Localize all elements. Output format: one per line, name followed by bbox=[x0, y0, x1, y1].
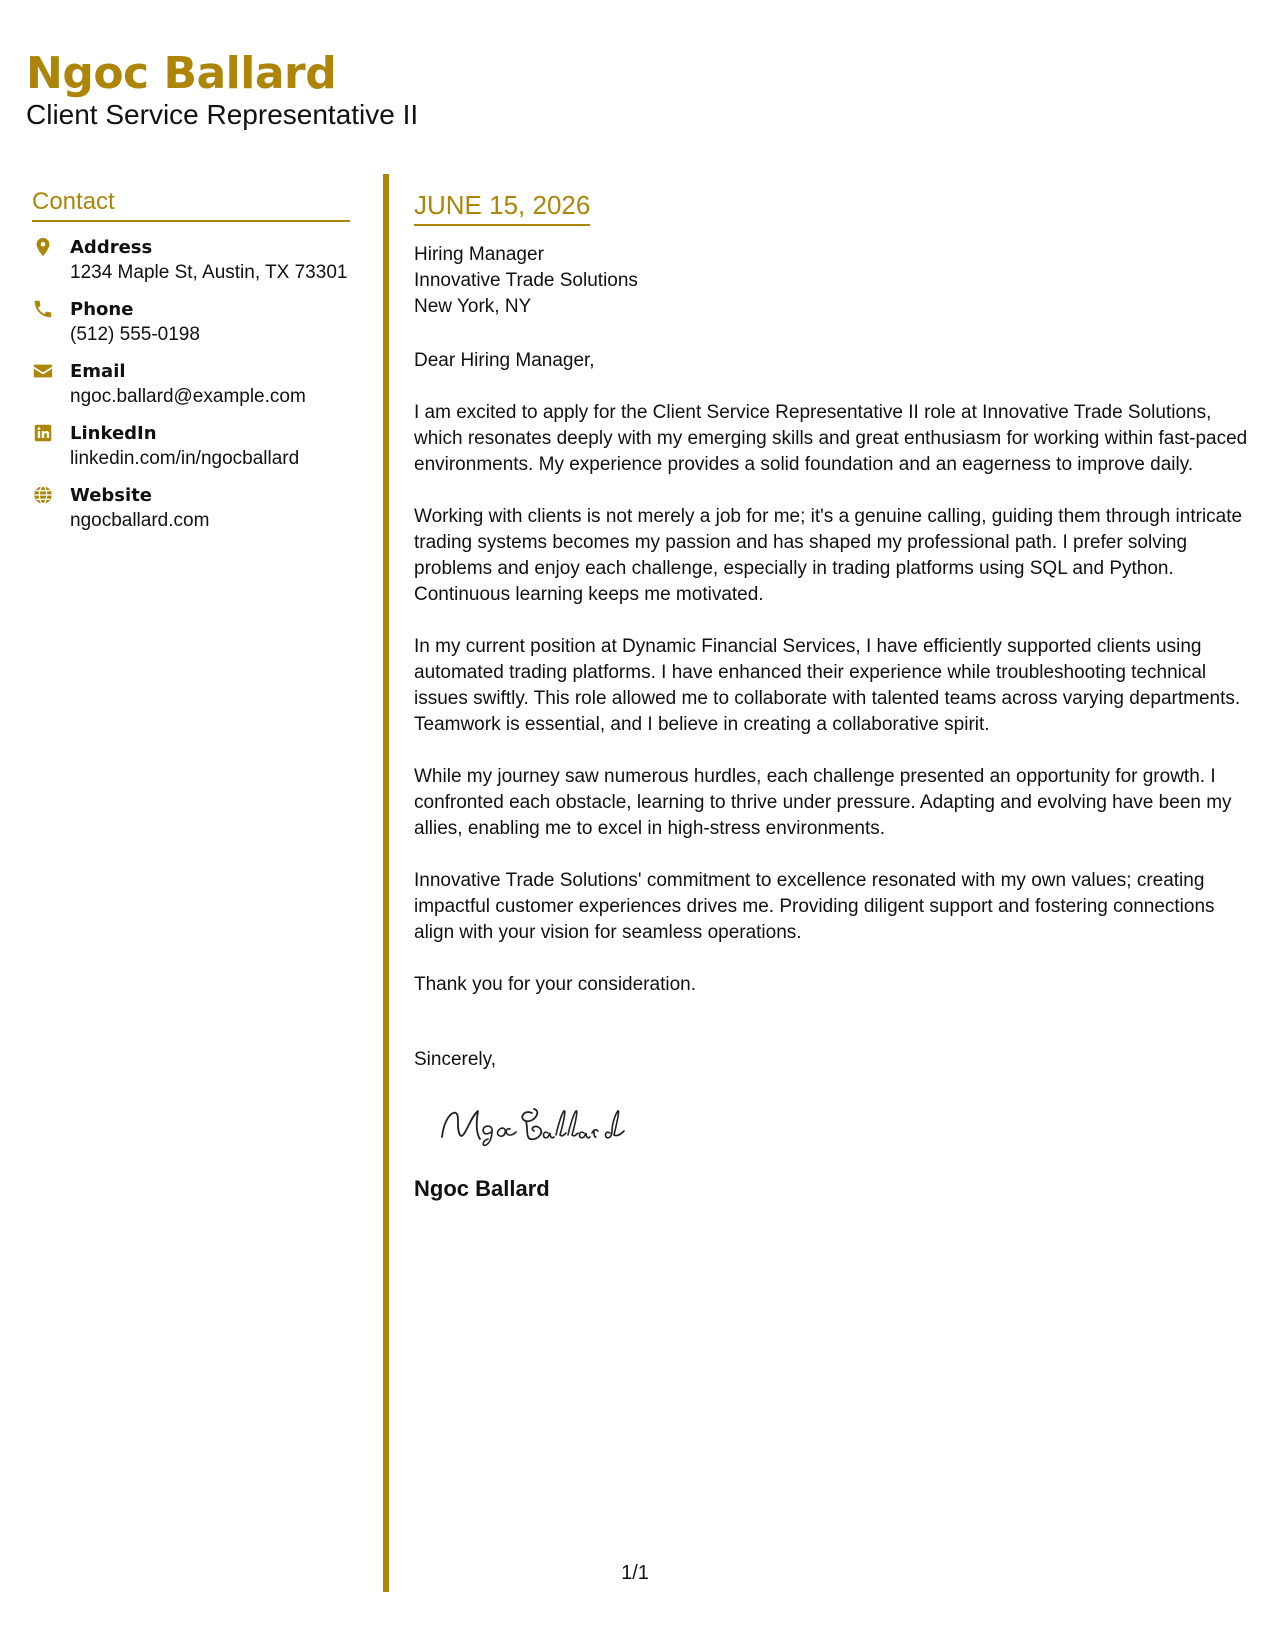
contact-item-linkedin bbox=[32, 422, 350, 471]
phone-icon bbox=[32, 298, 54, 320]
salutation: Dear Hiring Manager, bbox=[414, 350, 595, 371]
letter-date: JUNE 15, 2026 bbox=[414, 189, 590, 226]
contact-label: LinkedIn bbox=[70, 423, 157, 444]
page-number: 1/1 bbox=[621, 1562, 649, 1584]
recipient-block bbox=[414, 242, 1249, 320]
recipient-line: Hiring Manager bbox=[414, 244, 544, 265]
handwritten-signature bbox=[434, 1099, 654, 1151]
closing: Sincerely, bbox=[414, 1049, 497, 1070]
recipient-line: Innovative Trade Solutions bbox=[414, 270, 638, 291]
linkedin-value: linkedin.com/in/ngocballard bbox=[70, 448, 300, 469]
contact-label: Website bbox=[70, 485, 153, 506]
recipient-line: New York, NY bbox=[414, 296, 532, 317]
contact-item-email bbox=[32, 360, 350, 409]
envelope-icon bbox=[32, 360, 54, 382]
body-paragraph: While my journey saw numerous hurdles, each challenge presented an opportunity for growth. I confronted each obstacle, learning to thrive under pressure. Adapting and evolving have been my allies, enabling me to excel in high-stress environments. bbox=[414, 766, 1232, 839]
body-paragraph: I am excited to apply for the Client Service Representative II role at Innovative Trade Solutions, which resonates deeply with my emerging skills and great enthusiasm for working within fast-paced environments. My experience provides a solid foundation and an eagerness to improve daily. bbox=[414, 402, 1248, 475]
contact-sidebar bbox=[32, 187, 350, 546]
job-title: Client Service Representative II bbox=[26, 99, 419, 130]
body-paragraph: Working with clients is not merely a job for me; it's a genuine calling, guiding them through intricate trading systems becomes my passion and has shaped my professional path. I prefer solving problems and enjoy each challenge, especially in trading platforms using SQL and Python. Continuous learning keeps me motivated. bbox=[414, 506, 1243, 605]
applicant-name: Ngoc Ballard bbox=[26, 48, 337, 99]
column-divider bbox=[383, 174, 389, 1592]
website-value: ngocballard.com bbox=[70, 510, 210, 531]
body-paragraph: In my current position at Dynamic Financial Services, I have efficiently supported clients using automated trading platforms. I have enhanced their experience while troubleshooting technical issues swiftly. This role allowed me to collaborate with talented teams across varying departments. Teamwork is essential, and I believe in creating a collaborative spirit. bbox=[414, 636, 1241, 735]
letter-body bbox=[414, 189, 1249, 1203]
contact-item-address bbox=[32, 236, 350, 285]
contact-label: Address bbox=[70, 237, 153, 258]
phone-value: (512) 555-0198 bbox=[70, 324, 200, 345]
contact-label: Phone bbox=[70, 299, 134, 320]
contact-item-phone bbox=[32, 298, 350, 347]
body-paragraph: Innovative Trade Solutions' commitment to excellence resonated with my own values; creating impactful customer experiences drives me. Providing diligent support and fostering connections align with your vision for seamless operations. bbox=[414, 870, 1215, 943]
contact-item-website bbox=[32, 484, 350, 533]
signed-name: Ngoc Ballard bbox=[414, 1176, 550, 1201]
email-value: ngoc.ballard@example.com bbox=[70, 386, 306, 407]
thank-you-line: Thank you for your consideration. bbox=[414, 974, 696, 995]
globe-icon bbox=[32, 484, 54, 506]
map-pin-icon bbox=[32, 236, 54, 258]
linkedin-icon bbox=[32, 422, 54, 444]
contact-label: Email bbox=[70, 361, 126, 382]
address-value: 1234 Maple St, Austin, TX 73301 bbox=[70, 262, 348, 283]
contact-heading: Contact bbox=[32, 187, 350, 222]
